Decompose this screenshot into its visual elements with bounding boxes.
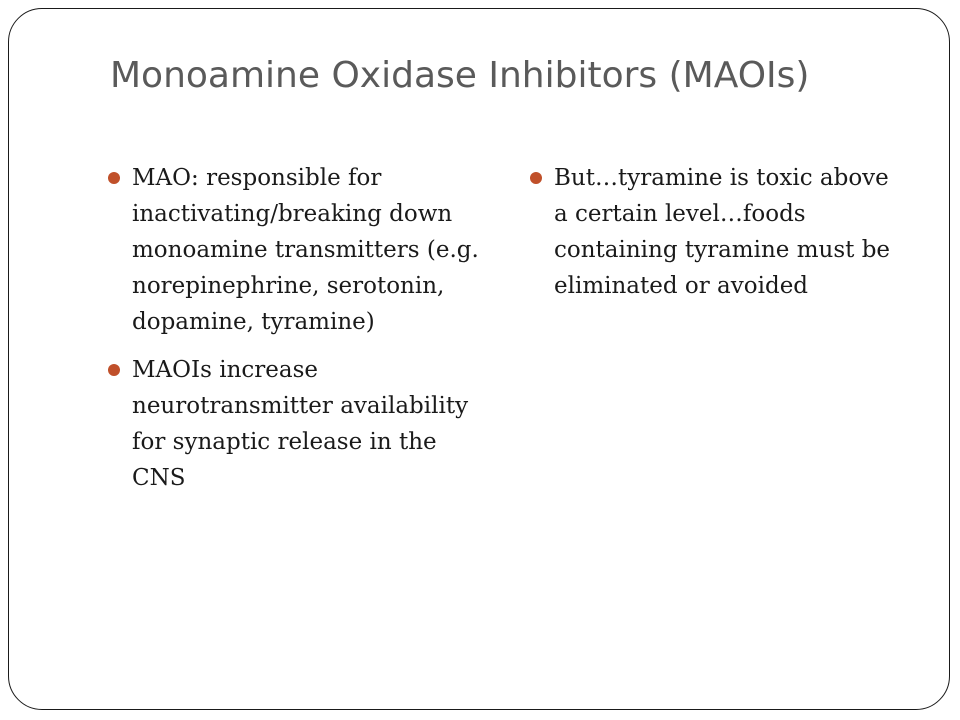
bullet-text: MAOIs increase neurotransmitter availability for synaptic release in the CNS — [132, 357, 469, 491]
bullet-dot-icon — [108, 172, 120, 184]
bullet-text: But…tyramine is toxic above a certain level…foods containing tyramine must be eliminated or avoided — [554, 165, 891, 299]
bullet-dot-icon — [108, 364, 120, 376]
bullet-item — [528, 160, 908, 304]
slide-title: Monoamine Oxidase Inhibitors (MAOIs) — [110, 55, 810, 96]
bullet-item — [106, 352, 496, 496]
left-bullet-list — [106, 160, 496, 508]
bullet-text: MAO: responsible for inactivating/breaking down monoamine transmitters (e.g. norepinephrine, serotonin, dopamine, tyramine) — [132, 165, 479, 335]
bullet-item — [106, 160, 496, 340]
right-bullet-list — [528, 160, 908, 316]
bullet-dot-icon — [530, 172, 542, 184]
